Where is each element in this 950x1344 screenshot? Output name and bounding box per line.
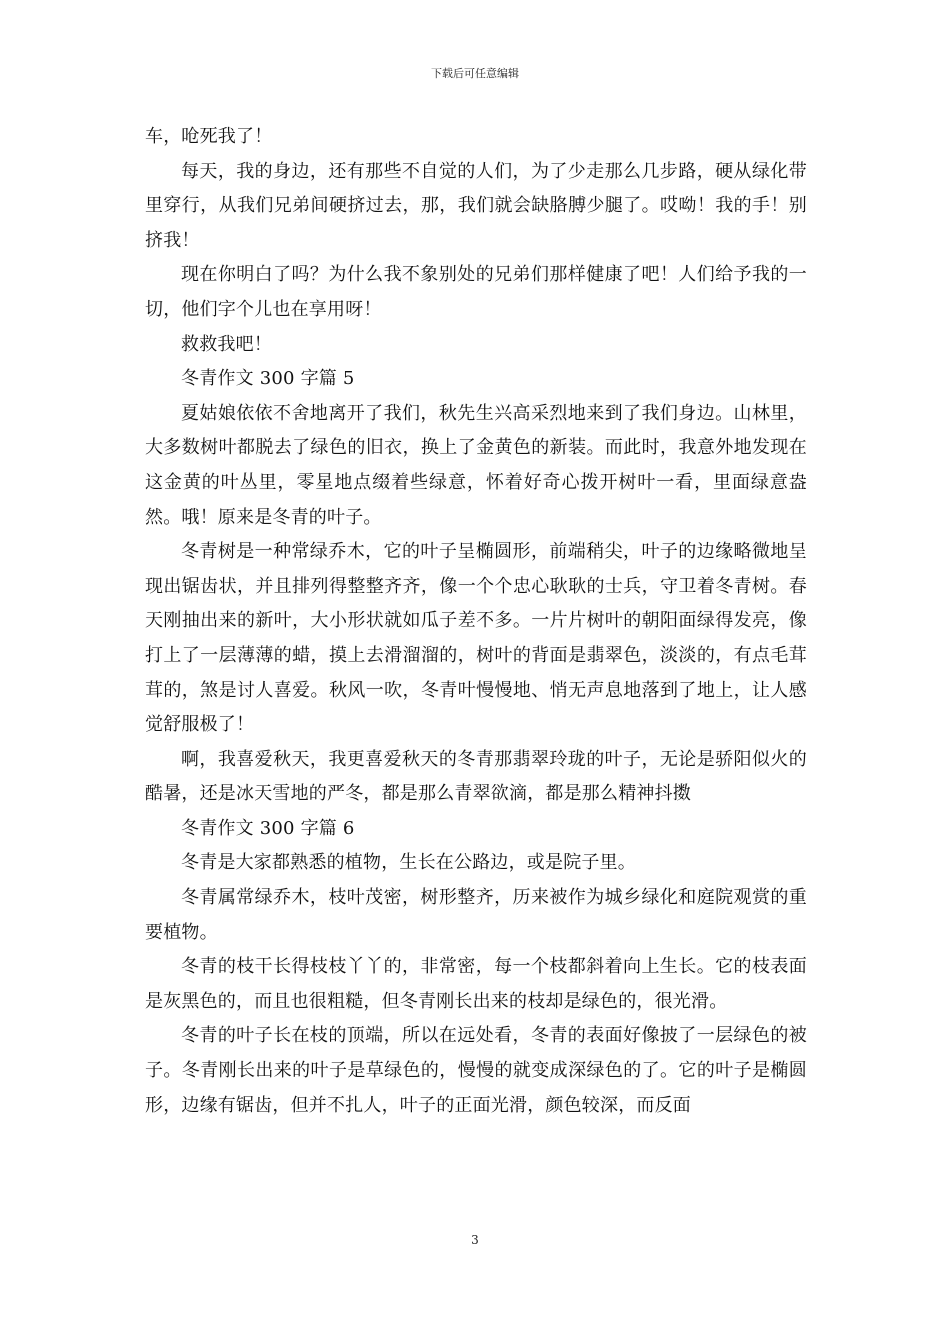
document-body (145, 120, 807, 1123)
paragraph: 车，呛死我了！ (145, 126, 273, 147)
paragraph: 冬青是大家都熟悉的植物，生长在公路边，或是院子里。 (181, 852, 636, 874)
paragraph: 冬青的枝干长得枝枝丫丫的，非常密，每一个枝都斜着向上生长。它的枝表面是灰黑色的，而且也很粗糙，但冬青刚长出来的枝却是绿色的，很光滑。 (145, 956, 807, 1012)
paragraph: 啊，我喜爱秋天，我更喜爱秋天的冬青那翡翠玲珑的叶子，无论是骄阳似火的酷暑，还是冰天雪地的严冬，都是那么青翠欲滴，都是那么精神抖擞 (145, 748, 807, 805)
paragraph: 现在你明白了吗？为什么我不象别处的兄弟们那样健康了吧！人们给予我的一切，他们字个儿也在享用呀！ (145, 264, 807, 320)
page-header: 下载后可任意编辑 (431, 67, 519, 80)
page-number: 3 (471, 1233, 479, 1247)
section-heading: 冬青作文 300 字篇 6 (181, 817, 355, 839)
paragraph: 冬青树是一种常绿乔木，它的叶子呈椭圆形，前端稍尖，叶子的边缘略微地呈现出锯齿状，并且排列得整整齐齐，像一个个忠心耿耿的士兵，守卫着冬青树。春天刚抽出来的新叶，大小形状就如瓜子差不多。一片片树叶的朝阳面绿得发亮，像打上了一层薄薄的蜡，摸上去滑溜溜的，树叶的背面是翡翠色，淡淡的，有点毛茸茸的，煞是讨人喜爱。秋风一吹，冬青叶慢慢地、悄无声息地落到了地上，让人感觉舒服极了！ (145, 541, 807, 736)
paragraph: 每天，我的身边，还有那些不自觉的人们，为了少走那么几步路，硬从绿化带里穿行，从我们兄弟间硬挤过去，那，我们就会缺胳膊少腿了。哎呦！我的手！别挤我！ (145, 160, 807, 251)
paragraph: 夏姑娘依依不舍地离开了我们，秋先生兴高采烈地来到了我们身边。山林里，大多数树叶都脱去了绿色的旧衣，换上了金黄色的新装。而此时，我意外地发现在这金黄的叶丛里，零星地点缀着些绿意，怀着好奇心拨开树叶一看，里面绿意盎然。哦！原来是冬青的叶子。 (145, 402, 807, 528)
paragraph: 救救我吧！ (181, 333, 272, 355)
paragraph: 冬青的叶子长在枝的顶端，所以在远处看，冬青的表面好像披了一层绿色的被子。冬青刚长出来的叶子是草绿色的，慢慢的就变成深绿色的了。它的叶子是椭圆形，边缘有锯齿，但并不扎人，叶子的正面光滑，颜色较深，而反面 (145, 1025, 807, 1116)
section-heading: 冬青作文 300 字篇 5 (181, 368, 355, 390)
paragraph: 冬青属常绿乔木，枝叶茂密，树形整齐，历来被作为城乡绿化和庭院观赏的重要植物。 (145, 887, 807, 943)
